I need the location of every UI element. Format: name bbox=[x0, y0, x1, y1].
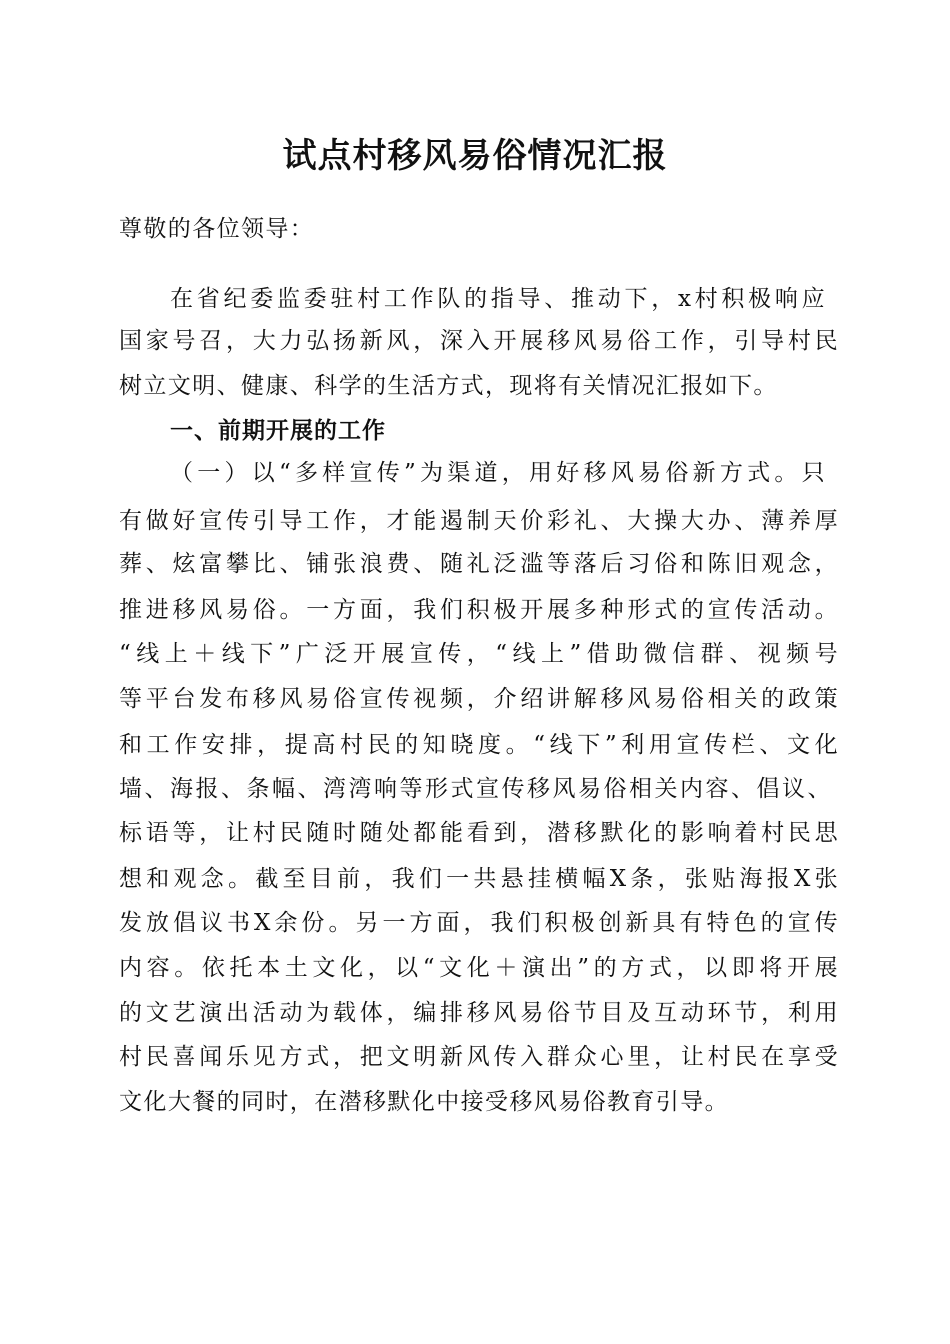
body-line: 村民喜闻乐见方式，把文明新风传入群众心里，让村民在享受 bbox=[119, 1044, 839, 1070]
intro-line: 树立文明、健康、科学的生活方式，现将有关情况汇报如下。 bbox=[119, 373, 778, 399]
body-line: 文化大餐的同时，在潜移默化中接受移风易俗教育引导。 bbox=[119, 1089, 729, 1115]
body-line: （一）以“多样宣传”为渠道，用好移风易俗新方式。只 bbox=[170, 460, 826, 486]
body-line: 发放倡议书X余份。另一方面，我们积极创新具有特色的宣传 bbox=[119, 910, 839, 936]
body-line: 内容。依托本土文化，以“文化＋演出”的方式，以即将开展 bbox=[119, 955, 839, 981]
body-line: “线上＋线下”广泛开展宣传，“线上”借助微信群、视频号 bbox=[119, 641, 839, 667]
intro-line: 国家号召，大力弘扬新风，深入开展移风易俗工作，引导村民 bbox=[119, 328, 839, 354]
body-line: 和工作安排，提高村民的知晓度。“线下”利用宣传栏、文化 bbox=[119, 732, 839, 758]
body-line: 推进移风易俗。一方面，我们积极开展多种形式的宣传活动。 bbox=[119, 597, 839, 623]
salutation: 尊敬的各位领导： bbox=[119, 216, 315, 242]
body-line: 标语等，让村民随时随处都能看到，潜移默化的影响着村民思 bbox=[119, 820, 839, 846]
body-line: 有做好宣传引导工作，才能遏制天价彩礼、大操大办、薄养厚 bbox=[119, 508, 839, 534]
section-heading: 一、前期开展的工作 bbox=[170, 418, 386, 444]
body-line: 葬、炫富攀比、铺张浪费、随礼泛滥等落后习俗和陈旧观念， bbox=[119, 551, 839, 577]
body-line: 想和观念。截至目前，我们一共悬挂横幅X条，张贴海报X张 bbox=[119, 866, 839, 892]
body-line: 的文艺演出活动为载体，编排移风易俗节目及互动环节，利用 bbox=[119, 1000, 839, 1026]
document-title: 试点村移风易俗情况汇报 bbox=[282, 136, 668, 176]
intro-line: 在省纪委监委驻村工作队的指导、推动下，x村积极响应 bbox=[170, 286, 826, 312]
body-line: 等平台发布移风易俗宣传视频，介绍讲解移风易俗相关的政策 bbox=[119, 686, 839, 712]
body-line: 墙、海报、条幅、湾湾响等形式宣传移风易俗相关内容、倡议、 bbox=[119, 776, 831, 802]
